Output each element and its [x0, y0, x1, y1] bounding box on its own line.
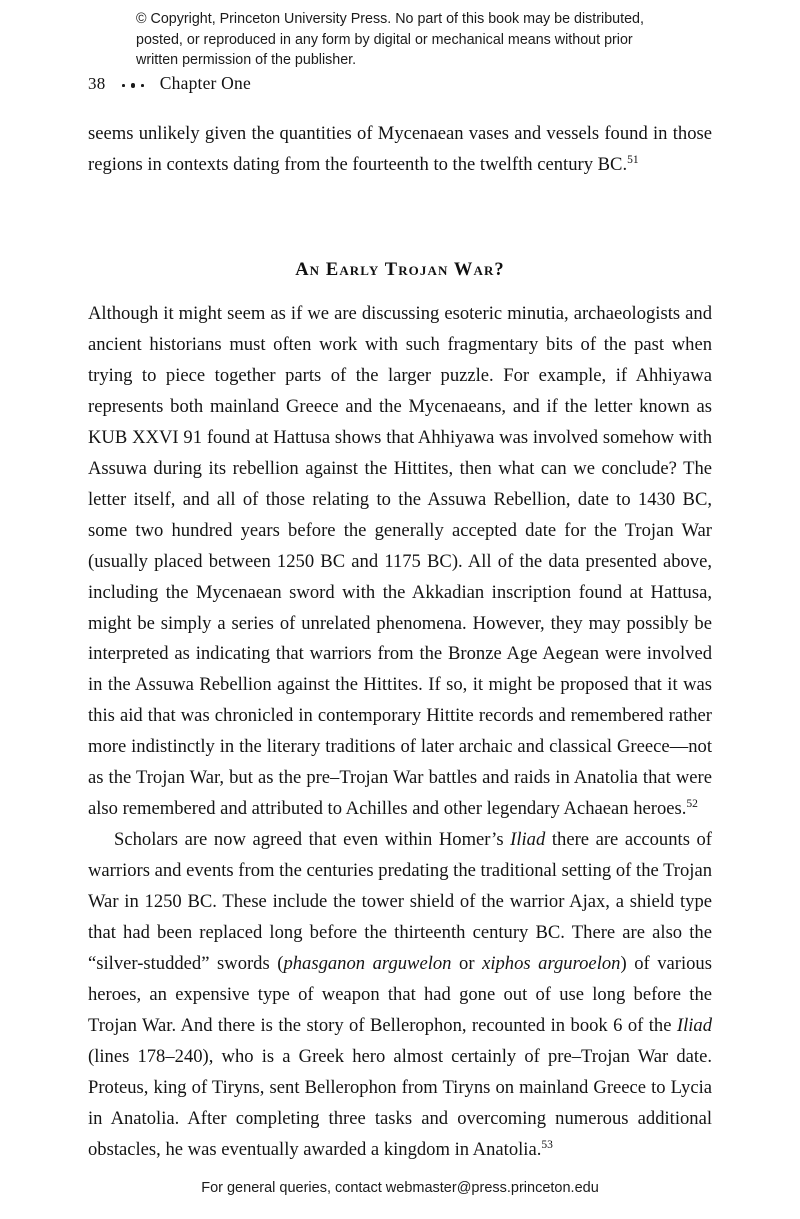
running-head-chapter-title: Chapter One: [159, 73, 251, 93]
continued-paragraph-block: [88, 119, 712, 181]
roman-text-run: ) of various heroes, an expensive type of weapon that had gone out of use long before the Trojan War. And there is the story of Bellerophon, recounted in book 6 of the: [88, 953, 712, 1036]
roman-text-run: there are accounts of warriors and events from the centuries predating the traditional setting of the Trojan War in 1250 BC. These include the tower shield of the warrior Ajax, a shield type that had been replaced long before the thirteenth century BC. There are also the “silver-studded” swords (: [88, 829, 712, 975]
roman-text-run: or: [451, 953, 483, 975]
roman-text-run: Scholars are now agreed that even within Homer’s: [114, 829, 511, 851]
section-heading: An Early Trojan War?: [295, 260, 505, 281]
italic-title-run: Iliad: [676, 1014, 712, 1036]
running-head: [88, 72, 251, 94]
page-folio-number: 38: [88, 74, 106, 93]
paragraph-scholars-homer: [88, 825, 712, 1165]
main-text-block: [88, 299, 712, 1166]
italic-title-run: phasganon arguwelon: [283, 953, 452, 975]
footnote-marker-53[interactable]: 53: [541, 1138, 553, 1151]
paragraph-esoteric-minutia-text: Although it might seem as if we are discussing esoteric minutia, archaeologists and ancient historians must often work with such fragmentary bits of the past when trying to piece together parts of the larger puzzle. For example, if Ahhiyawa represents both mainland Greece and the Mycenaeans, and if the letter known as KUB XXVI 91 found at Hattusa shows that Ahhiyawa was involved somehow with Assuwa during its rebellion against the Hittites, then what can we conclude? The letter itself, and all of those relating to the Assuwa Rebellion, date to 1430 BC, some two hundred years before the generally accepted date for the Trojan War (usually placed between 1250 BC and 1175 BC). All of the data presented above, including the Mycenaean sword with the Akkadian inscription found at Hattusa, might be simply a series of unrelated phenomena. However, they may possibly be interpreted as indicating that warriors from the Bronze Age Aegean were involved in the Assuwa Rebellion against the Hittites. If so, it might be proposed that it was this aid that was chronicled in contemporary Hittite records and remembered rather more indistinctly in the literary traditions of later archaic and classical Greece—not as the Trojan War, but as the pre–Trojan War battles and raids in Anatolia that were also remembered and attributed to Achilles and other legendary Achaean heroes.: [88, 303, 712, 820]
copyright-notice: © Copyright, Princeton University Press. No part of this book may be distributed, posted, or reproduced in any form by digital or mechanical means without prior written permission of the publisher.: [136, 11, 644, 68]
paragraph-scholars-homer-text: [88, 829, 712, 1160]
paragraph-continued-text: seems unlikely given the quantities of Mycenaean vases and vessels found in those regions in contexts dating from the fourteenth to the twelfth century BC.: [88, 123, 712, 175]
paragraph-continued: [88, 119, 712, 181]
footnote-marker-52[interactable]: 52: [686, 798, 698, 811]
paragraph-esoteric-minutia: [88, 299, 712, 825]
dot-ornament-icon: [119, 72, 146, 92]
italic-title-run: Iliad: [510, 829, 546, 851]
footnote-marker-51[interactable]: 51: [627, 153, 639, 166]
roman-text-run: (lines 178–240), who is a Greek hero almost certainly of pre–Trojan War date. Proteus, king of Tiryns, sent Bellerophon from Tiryns on mainland Greece to Lycia in Anatolia. After completing three tasks and overcoming numerous additional obstacles, he was eventually awarded a kingdom in Anatolia.: [88, 1045, 712, 1160]
page-footer-queries: For general queries, contact webmaster@press.princeton.edu: [201, 1180, 599, 1196]
italic-title-run: xiphos arguroelon: [482, 953, 621, 975]
